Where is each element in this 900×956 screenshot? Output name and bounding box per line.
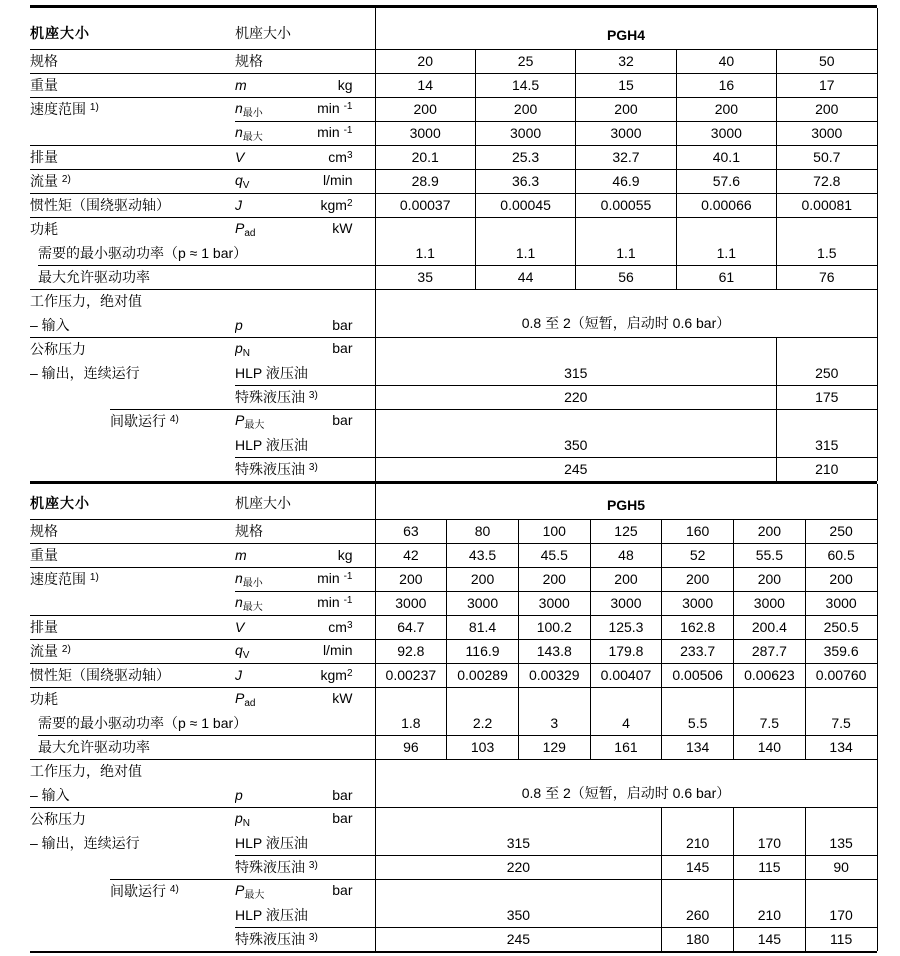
value-cell: 200 — [518, 567, 590, 591]
table-row — [30, 687, 877, 711]
spacer — [30, 903, 235, 927]
pressure-cell: 315 — [777, 409, 877, 457]
displacement-label: 排量 — [30, 145, 235, 169]
value-cell: 161 — [590, 735, 662, 759]
table-row — [30, 855, 877, 879]
symbol-label: p — [235, 316, 243, 333]
value-cell: 200 — [447, 567, 519, 591]
value-cell: 28.9 — [375, 169, 475, 193]
value-cell: 0.00329 — [518, 663, 590, 687]
value-cell: 200 — [777, 97, 877, 121]
table-row — [30, 217, 877, 241]
power-label: 功耗 — [30, 217, 235, 241]
table-row — [30, 484, 877, 519]
pressure-cell: 115 — [734, 855, 806, 879]
working-pressure-label: 工作压力，绝对值 — [30, 759, 235, 783]
unit-label: bar — [332, 339, 353, 356]
special-oil-label: 特殊液压油 $^{3)}$ — [235, 855, 375, 879]
displacement-label: 排量 — [30, 615, 235, 639]
value-cell: 200 — [375, 97, 475, 121]
pressure-cell: 210 — [777, 457, 877, 481]
inlet-range-cell: 0.8 至 2（短暂，启动时 0.6 bar） — [375, 759, 877, 807]
pressure-cell: 145 — [734, 927, 806, 951]
value-cell: 3000 — [375, 591, 447, 615]
symbol-unit-cell — [235, 567, 375, 591]
value-cell: 200 — [734, 567, 806, 591]
symbol-unit-cell — [235, 97, 375, 121]
table-row — [30, 639, 877, 663]
table-row — [30, 145, 877, 169]
hlp-oil-label: HLP 液压油 — [235, 834, 308, 851]
value-cell: 200 — [805, 567, 877, 591]
value-cell: 0.00037 — [375, 193, 475, 217]
symbol-label: $P_{ad}$ — [235, 219, 256, 239]
spec-label-2: 规格 — [235, 519, 375, 543]
value-cell: 46.9 — [576, 169, 676, 193]
spacer — [30, 265, 38, 289]
table-row — [30, 807, 877, 831]
spacer — [30, 711, 38, 735]
table-row — [30, 169, 877, 193]
spacer — [30, 241, 38, 265]
pressure-cell: 350 — [375, 409, 777, 457]
value-cell: 200 — [375, 567, 447, 591]
value-cell: 0.00055 — [576, 193, 676, 217]
value-cell: 45.5 — [518, 543, 590, 567]
spacer — [30, 457, 235, 481]
value-cell: 2.2 — [447, 687, 519, 735]
value-cell: 0.00045 — [475, 193, 575, 217]
value-cell: 48 — [590, 543, 662, 567]
spacer — [30, 735, 38, 759]
frame-size-label: 机座大小 — [235, 494, 291, 511]
unit-label: l/min — [322, 641, 353, 658]
inertia-label: 惯性矩（围绕驱动轴） — [30, 663, 235, 687]
symbol-unit-cell — [235, 313, 375, 337]
value-cell: 64.7 — [375, 615, 447, 639]
symbol-unit-cell — [235, 73, 375, 97]
spacer — [30, 879, 110, 903]
unit-label: bar — [332, 809, 353, 826]
weight-label: 重量 — [30, 543, 235, 567]
table-row — [30, 567, 877, 591]
value-cell: 15 — [576, 73, 676, 97]
spacer — [30, 385, 235, 409]
weight-label: 重量 — [30, 73, 235, 97]
table-row — [30, 385, 877, 409]
value-cell: 17 — [777, 73, 877, 97]
table-row — [30, 615, 877, 639]
section-title: 机座大小 — [30, 24, 90, 41]
value-cell: 56 — [576, 265, 676, 289]
table-row — [30, 591, 877, 615]
power-max-label: 最大允许驱动功率 — [38, 735, 375, 759]
pressure-cell: 145 — [662, 855, 734, 879]
spacer — [30, 855, 235, 879]
inlet-label: – 输入 — [30, 786, 70, 803]
value-cell: 1.1 — [676, 217, 776, 265]
power-label: 功耗 — [30, 687, 235, 711]
value-cell: 103 — [447, 735, 519, 759]
value-cell: 3000 — [805, 591, 877, 615]
unit-label: min $^{-1}$ — [317, 569, 353, 586]
pressure-cell: 220 — [375, 385, 777, 409]
pressure-cell: 245 — [375, 927, 662, 951]
value-cell: 3000 — [777, 121, 877, 145]
pgh5-table — [30, 484, 878, 951]
value-cell: 162.8 — [662, 615, 734, 639]
value-cell: 4 — [590, 687, 662, 735]
symbol-label: $q_V$ — [235, 171, 250, 191]
symbol-unit-cell — [235, 217, 375, 241]
value-cell: 3 — [518, 687, 590, 735]
value-cell: 32.7 — [576, 145, 676, 169]
pressure-cell: 210 — [734, 879, 806, 927]
value-cell: 81.4 — [447, 615, 519, 639]
power-min-label: 需要的最小驱动功率（p ≈ 1 bar） — [38, 714, 248, 731]
pressure-cell: 315 — [375, 807, 662, 855]
size-cell: 50 — [777, 49, 877, 73]
pressure-cell: 135 — [805, 807, 877, 855]
value-cell: 200 — [676, 97, 776, 121]
working-pressure-label: 工作压力，绝对值 — [30, 289, 235, 313]
value-cell: 143.8 — [518, 639, 590, 663]
value-cell: 359.6 — [805, 639, 877, 663]
value-cell: 61 — [676, 265, 776, 289]
pressure-cell: 250 — [777, 337, 877, 385]
size-cell: 80 — [447, 519, 519, 543]
table-row — [30, 97, 877, 121]
value-cell: 3000 — [734, 591, 806, 615]
symbol-unit-cell — [235, 783, 375, 807]
unit-label: $cm^3$ — [328, 619, 353, 635]
value-cell: 1.8 — [375, 687, 447, 735]
symbol-unit-cell — [235, 337, 375, 361]
pressure-cell: 245 — [375, 457, 777, 481]
size-cell: 200 — [734, 519, 806, 543]
unit-label: min $^{-1}$ — [317, 593, 353, 610]
symbol-unit-cell — [235, 591, 375, 615]
unit-label: kgm$^2$ — [320, 667, 353, 683]
size-cell: 25 — [475, 49, 575, 73]
symbol-unit-cell — [235, 169, 375, 193]
value-cell: 125.3 — [590, 615, 662, 639]
symbol-unit-cell — [235, 879, 375, 903]
value-cell: 40.1 — [676, 145, 776, 169]
size-cell: 32 — [576, 49, 676, 73]
pressure-cell: 90 — [805, 855, 877, 879]
value-cell: 55.5 — [734, 543, 806, 567]
unit-label: $cm^3$ — [328, 149, 353, 165]
bottom-rule — [30, 951, 877, 953]
symbol-unit-cell — [235, 543, 375, 567]
value-cell: 0.00237 — [375, 663, 447, 687]
unit-label: kgm$^2$ — [320, 197, 353, 213]
symbol-label: m — [235, 547, 247, 563]
series-name: PGH5 — [375, 484, 877, 519]
symbol-label: V — [235, 149, 245, 165]
table-row — [30, 663, 877, 687]
symbol-label: J — [235, 197, 242, 213]
symbol-label: $p_N$ — [235, 339, 251, 359]
value-cell: 140 — [734, 735, 806, 759]
symbol-unit-cell — [235, 663, 375, 687]
table-row — [30, 735, 877, 759]
unit-label: l/min — [322, 171, 353, 188]
nominal-pressure-label: 公称压力 — [30, 807, 235, 831]
value-cell: 44 — [475, 265, 575, 289]
symbol-unit-cell — [235, 145, 375, 169]
pressure-cell: 180 — [662, 927, 734, 951]
value-cell: 3000 — [475, 121, 575, 145]
special-oil-label: 特殊液压油 $^{3)}$ — [235, 927, 375, 951]
value-cell: 76 — [777, 265, 877, 289]
symbol-label: $n_{最大}$ — [235, 593, 263, 613]
unit-label: min $^{-1}$ — [317, 123, 353, 140]
value-cell: 25.3 — [475, 145, 575, 169]
table-row — [30, 289, 877, 313]
spacer — [30, 927, 235, 951]
hlp-oil-label: HLP 液压油 — [235, 906, 308, 923]
value-cell: 0.00506 — [662, 663, 734, 687]
size-cell: 100 — [518, 519, 590, 543]
table-row — [30, 879, 877, 903]
value-cell: 134 — [662, 735, 734, 759]
value-cell: 7.5 — [805, 687, 877, 735]
symbol-label: $n_{最大}$ — [235, 123, 263, 143]
value-cell: 250.5 — [805, 615, 877, 639]
table-row — [30, 73, 877, 97]
spec-label-2: 规格 — [235, 49, 375, 73]
value-cell: 20.1 — [375, 145, 475, 169]
unit-label: bar — [332, 881, 353, 898]
symbol-label: $q_V$ — [235, 641, 250, 661]
pressure-cell: 170 — [805, 879, 877, 927]
symbol-unit-cell — [235, 121, 375, 145]
value-cell: 0.00623 — [734, 663, 806, 687]
value-cell: 233.7 — [662, 639, 734, 663]
value-cell: 35 — [375, 265, 475, 289]
pressure-cell: 115 — [805, 927, 877, 951]
size-cell: 125 — [590, 519, 662, 543]
spacer — [30, 409, 110, 433]
value-cell: 14.5 — [475, 73, 575, 97]
unit-label: kW — [332, 689, 353, 706]
outlet-cont-label: – 输出，连续运行 — [30, 835, 140, 851]
value-cell: 14 — [375, 73, 475, 97]
value-cell: 0.00407 — [590, 663, 662, 687]
pressure-cell: 315 — [375, 337, 777, 385]
value-cell: 200 — [475, 97, 575, 121]
value-cell: 3000 — [518, 591, 590, 615]
value-cell: 134 — [805, 735, 877, 759]
speed-range-label: 速度范围 $^{1)}$ — [30, 567, 235, 591]
pressure-cell: 175 — [777, 385, 877, 409]
value-cell: 16 — [676, 73, 776, 97]
intermittent-label: 间歇运行 $^{4)}$ — [110, 409, 235, 433]
unit-label: kW — [332, 219, 353, 236]
size-cell: 40 — [676, 49, 776, 73]
symbol-label: $n_{最小}$ — [235, 569, 263, 589]
table-row — [30, 337, 877, 361]
pressure-cell: 210 — [662, 807, 734, 855]
spec-label: 规格 — [30, 49, 235, 73]
inlet-range-cell: 0.8 至 2（短暂，启动时 0.6 bar） — [375, 289, 877, 337]
value-cell: 0.00289 — [447, 663, 519, 687]
value-cell: 287.7 — [734, 639, 806, 663]
table-row — [30, 927, 877, 951]
symbol-unit-cell — [235, 807, 375, 831]
symbol-label: $P_{ad}$ — [235, 689, 256, 709]
table-row — [30, 457, 877, 481]
unit-label: kg — [337, 77, 353, 93]
hlp-oil-label: HLP 液压油 — [235, 436, 308, 453]
value-cell: 92.8 — [375, 639, 447, 663]
frame-size-label: 机座大小 — [235, 24, 291, 41]
value-cell: 0.00066 — [676, 193, 776, 217]
flow-label: 流量 $^{2)}$ — [30, 169, 235, 193]
table-row — [30, 759, 877, 783]
symbol-label: $P_{最大}$ — [235, 881, 265, 901]
value-cell: 42 — [375, 543, 447, 567]
pressure-cell: 260 — [662, 879, 734, 927]
spacer — [235, 289, 375, 313]
value-cell: 60.5 — [805, 543, 877, 567]
value-cell: 3000 — [662, 591, 734, 615]
pressure-cell: 220 — [375, 855, 662, 879]
value-cell: 36.3 — [475, 169, 575, 193]
symbol-label: p — [235, 786, 243, 803]
value-cell: 0.00081 — [777, 193, 877, 217]
spacer — [30, 433, 235, 457]
value-cell: 1.1 — [375, 217, 475, 265]
power-max-label: 最大允许驱动功率 — [38, 265, 375, 289]
intermittent-label: 间歇运行 $^{4)}$ — [110, 879, 235, 903]
value-cell: 1.5 — [777, 217, 877, 265]
value-cell: 3000 — [590, 591, 662, 615]
table-row — [30, 121, 877, 145]
value-cell: 3000 — [447, 591, 519, 615]
flow-label: 流量 $^{2)}$ — [30, 639, 235, 663]
power-min-label: 需要的最小驱动功率（p ≈ 1 bar） — [38, 244, 248, 261]
symbol-label: $n_{最小}$ — [235, 99, 263, 119]
unit-label: bar — [332, 411, 353, 428]
table-row — [30, 265, 877, 289]
symbol-unit-cell — [235, 193, 375, 217]
value-cell: 52 — [662, 543, 734, 567]
inlet-label: – 输入 — [30, 316, 70, 333]
value-cell: 5.5 — [662, 687, 734, 735]
size-cell: 160 — [662, 519, 734, 543]
table-row — [30, 543, 877, 567]
symbol-unit-cell — [235, 615, 375, 639]
value-cell: 200 — [662, 567, 734, 591]
value-cell: 57.6 — [676, 169, 776, 193]
symbol-label: $p_N$ — [235, 809, 251, 829]
special-oil-label: 特殊液压油 $^{3)}$ — [235, 457, 375, 481]
hlp-oil-label: HLP 液压油 — [235, 364, 308, 381]
value-cell: 0.00760 — [805, 663, 877, 687]
value-cell: 3000 — [676, 121, 776, 145]
size-cell: 250 — [805, 519, 877, 543]
pressure-cell: 350 — [375, 879, 662, 927]
unit-label: bar — [332, 786, 353, 803]
spacer — [30, 591, 235, 615]
table-row — [30, 8, 877, 49]
outlet-cont-label: – 输出，连续运行 — [30, 365, 140, 381]
size-cell: 20 — [375, 49, 475, 73]
value-cell: 200 — [576, 97, 676, 121]
value-cell: 96 — [375, 735, 447, 759]
spacer — [30, 121, 235, 145]
series-name: PGH4 — [375, 8, 877, 49]
section-title: 机座大小 — [30, 494, 90, 511]
value-cell: 3000 — [576, 121, 676, 145]
symbol-unit-cell — [235, 409, 375, 433]
inertia-label: 惯性矩（围绕驱动轴） — [30, 193, 235, 217]
speed-range-label: 速度范围 $^{1)}$ — [30, 97, 235, 121]
value-cell: 43.5 — [447, 543, 519, 567]
symbol-label: V — [235, 619, 245, 635]
table-row — [30, 409, 877, 433]
size-cell: 63 — [375, 519, 447, 543]
symbol-label: J — [235, 667, 242, 683]
value-cell: 7.5 — [734, 687, 806, 735]
unit-label: kg — [337, 547, 353, 563]
value-cell: 50.7 — [777, 145, 877, 169]
symbol-unit-cell — [235, 639, 375, 663]
value-cell: 100.2 — [518, 615, 590, 639]
pressure-cell: 170 — [734, 807, 806, 855]
value-cell: 129 — [518, 735, 590, 759]
symbol-label: $P_{最大}$ — [235, 411, 265, 431]
pgh4-table — [30, 8, 878, 481]
special-oil-label: 特殊液压油 $^{3)}$ — [235, 385, 375, 409]
value-cell: 200 — [590, 567, 662, 591]
value-cell: 72.8 — [777, 169, 877, 193]
unit-label: bar — [332, 316, 353, 333]
spacer — [235, 759, 375, 783]
symbol-unit-cell — [235, 687, 375, 711]
table-row — [30, 49, 877, 73]
table-row — [30, 519, 877, 543]
spec-label: 规格 — [30, 519, 235, 543]
unit-label: min $^{-1}$ — [317, 99, 353, 116]
value-cell: 179.8 — [590, 639, 662, 663]
value-cell: 1.1 — [576, 217, 676, 265]
nominal-pressure-label: 公称压力 — [30, 337, 235, 361]
table-row — [30, 193, 877, 217]
value-cell: 200.4 — [734, 615, 806, 639]
symbol-label: m — [235, 77, 247, 93]
value-cell: 3000 — [375, 121, 475, 145]
value-cell: 116.9 — [447, 639, 519, 663]
value-cell: 1.1 — [475, 217, 575, 265]
